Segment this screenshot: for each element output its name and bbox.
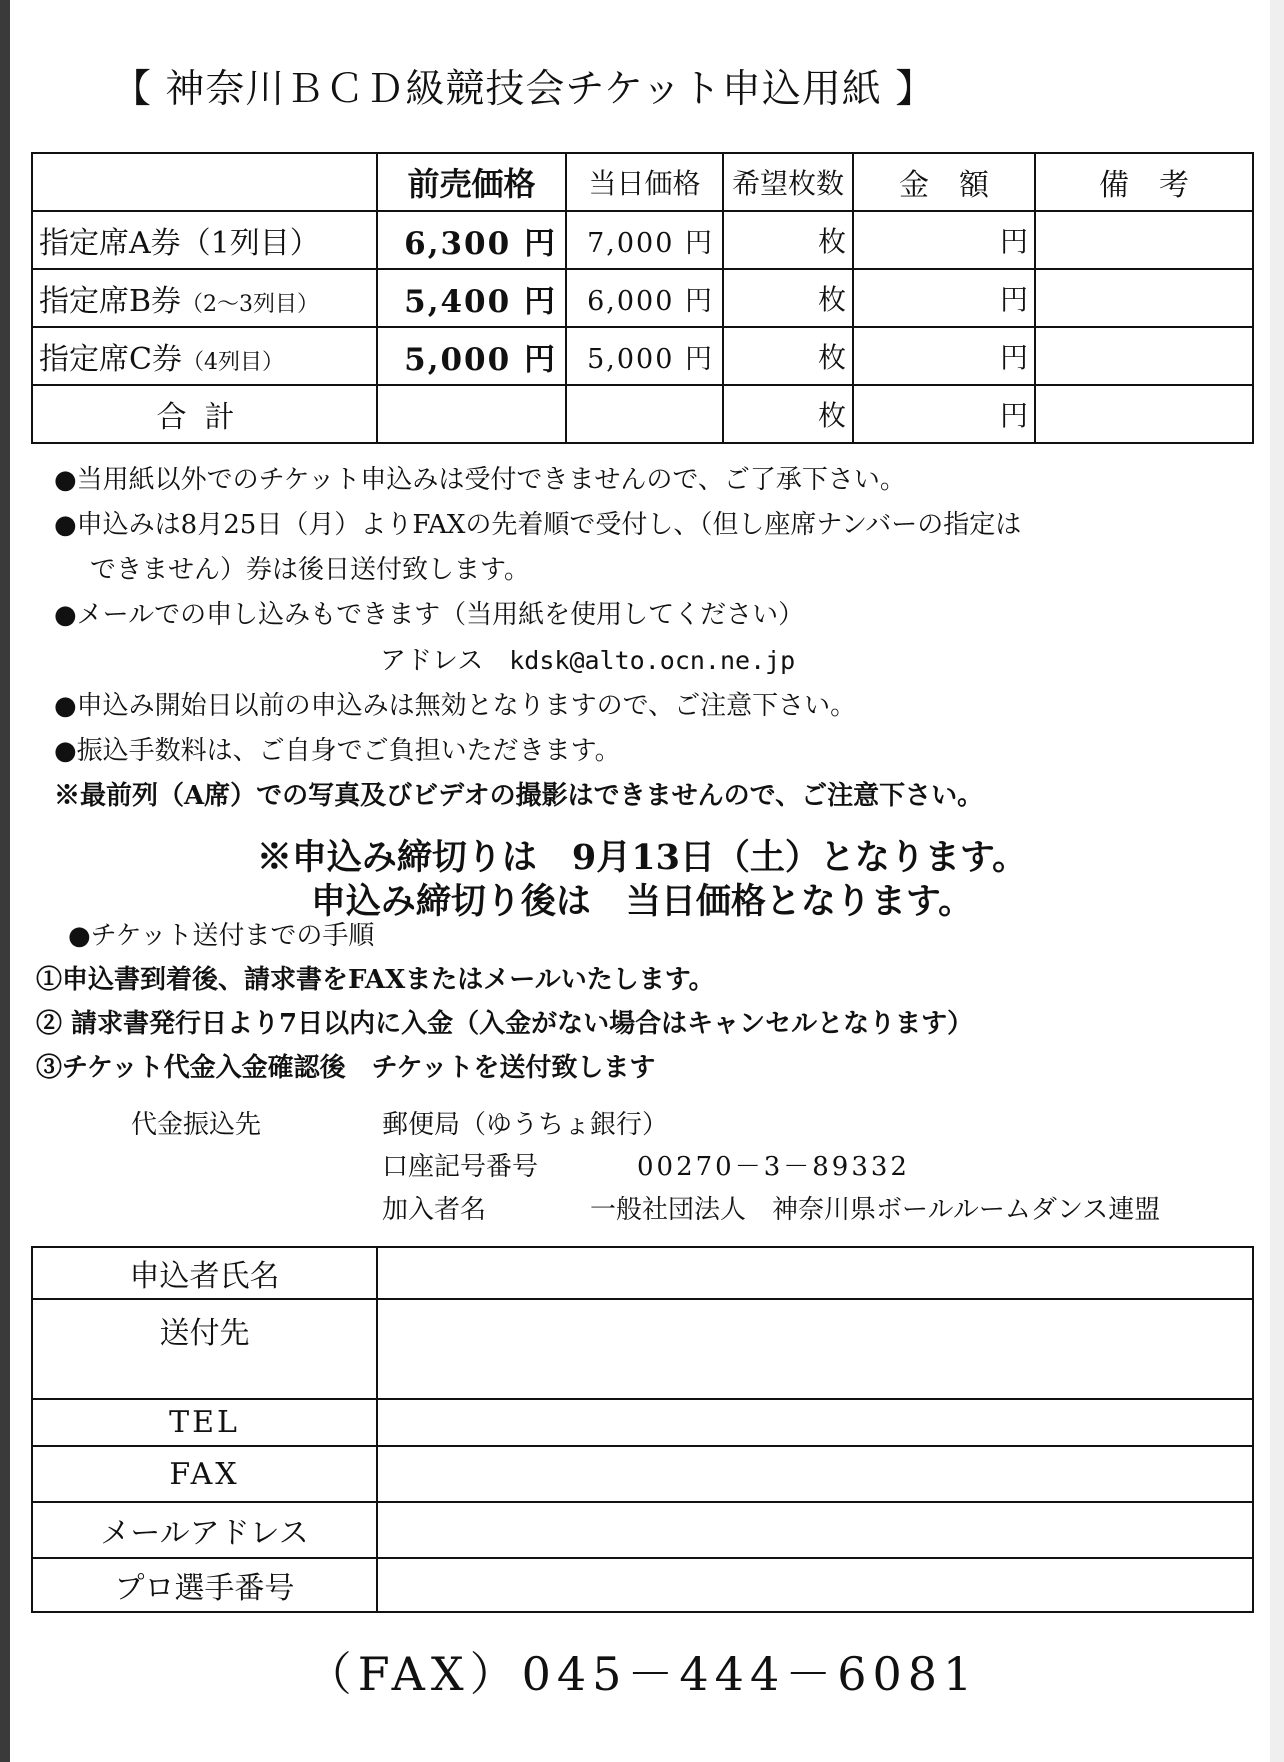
label-email: メールアドレス: [32, 1502, 377, 1558]
header-presale: 前売価格: [377, 153, 566, 211]
label-pro-number: プロ選手番号: [32, 1558, 377, 1612]
sameday-price: 5,000 円: [566, 327, 723, 385]
holder-name: 一般社団法人 神奈川県ボールルームダンス連盟: [590, 1195, 1161, 1225]
name-field[interactable]: [377, 1247, 1253, 1299]
presale-price: 5,400 円: [377, 269, 566, 327]
label-tel: TEL: [32, 1399, 377, 1446]
seat-label: 指定席C券: [39, 342, 182, 377]
total-presale: [377, 385, 566, 443]
header-note: 備 考: [1035, 153, 1253, 211]
note-item: ●メールでの申し込みもできます（当用紙を使用してください）: [54, 600, 805, 630]
row-label: [32, 211, 377, 269]
account-label: 口座記号番号: [382, 1152, 539, 1182]
total-sameday: [566, 385, 723, 443]
note-field[interactable]: [1035, 269, 1253, 327]
steps-heading: ●チケット送付までの手順: [68, 921, 375, 951]
address-field[interactable]: [377, 1299, 1253, 1399]
label-address: 送付先: [32, 1299, 377, 1399]
seat-label: 指定席B券: [39, 284, 182, 319]
note-item: できません）券は後日送付致します。: [90, 555, 530, 585]
form-row: [32, 1502, 1253, 1558]
address-label: アドレス: [380, 646, 484, 676]
note-item: ●当用紙以外でのチケット申込みは受付できませんので、ご了承下さい。: [54, 465, 906, 495]
header-amount: 金 額: [853, 153, 1035, 211]
step-item: ③チケット代金入金確認後 チケットを送付致します: [36, 1053, 656, 1083]
amount-field[interactable]: 円: [853, 269, 1035, 327]
applicant-form: [31, 1246, 1254, 1613]
email-address[interactable]: kdsk@alto.ocn.ne.jp: [509, 646, 796, 675]
sameday-price: 6,000 円: [566, 269, 723, 327]
holder-label: 加入者名: [382, 1195, 487, 1225]
notes-section: [54, 458, 1021, 819]
row-label: [32, 327, 377, 385]
seat-sub: （2〜3列目）: [181, 292, 320, 317]
label-name: 申込者氏名: [32, 1247, 377, 1299]
price-table-header: [32, 153, 1253, 211]
qty-field[interactable]: 枚: [723, 327, 853, 385]
qty-field[interactable]: 枚: [723, 269, 853, 327]
total-note: [1035, 385, 1253, 443]
note-field[interactable]: [1035, 327, 1253, 385]
price-table: [31, 152, 1254, 444]
header-blank: [32, 153, 377, 211]
presale-price: 5,000 円: [377, 327, 566, 385]
sameday-price: 7,000 円: [566, 211, 723, 269]
amount-field[interactable]: 円: [853, 327, 1035, 385]
seat-sub: （4列目）: [181, 350, 284, 375]
header-qty: 希望枚数: [723, 153, 853, 211]
table-row: [32, 211, 1253, 269]
form-row: [32, 1558, 1253, 1612]
seat-sub: （1列目）: [180, 226, 320, 261]
total-qty-field[interactable]: 枚: [723, 385, 853, 443]
note-item: ●振込手数料は、ご自身でご負担いただきます。: [54, 736, 621, 766]
email-field[interactable]: [377, 1502, 1253, 1558]
fax-field[interactable]: [377, 1446, 1253, 1502]
tel-field[interactable]: [377, 1399, 1253, 1446]
table-row: [32, 327, 1253, 385]
email-address-line: [54, 638, 1021, 684]
bank-name: 郵便局（ゆうちょ銀行）: [382, 1110, 669, 1140]
fax-number: （FAX）045－444－6081: [305, 1647, 979, 1701]
row-label: [32, 269, 377, 327]
deadline-line-1: ※申込み締切りは 9月13日（土）となります。: [256, 837, 1028, 878]
note-item: ●申込み開始日以前の申込みは無効となりますので、ご注意下さい。: [54, 691, 857, 721]
presale-price: 6,300 円: [377, 211, 566, 269]
form-row: [32, 1247, 1253, 1299]
seat-label: 指定席A券: [39, 226, 181, 261]
total-row: [32, 385, 1253, 443]
total-amount-field[interactable]: 円: [853, 385, 1035, 443]
note-field[interactable]: [1035, 211, 1253, 269]
table-row: [32, 269, 1253, 327]
label-fax: FAX: [32, 1446, 377, 1502]
form-row: [32, 1299, 1253, 1399]
step-item: ①申込書到着後、請求書をFAXまたはメールいたします。: [36, 965, 715, 995]
note-warning: ※最前列（A席）での写真及びビデオの撮影はできませんので、ご注意下さい。: [54, 781, 984, 811]
page-title: 【 神奈川ＢＣＤ級競技会チケット申込用紙 】: [112, 67, 936, 112]
amount-field[interactable]: 円: [853, 211, 1035, 269]
bank-label: 代金振込先: [131, 1110, 262, 1140]
account-number: 00270－3－89332: [637, 1152, 910, 1182]
steps-section: [36, 914, 973, 1090]
qty-field[interactable]: 枚: [723, 211, 853, 269]
header-sameday: 当日価格: [566, 153, 723, 211]
step-item: ② 請求書発行日より7日以内に入金（入金がない場合はキャンセルとなります）: [36, 1009, 974, 1039]
pro-number-field[interactable]: [377, 1558, 1253, 1612]
form-row: [32, 1399, 1253, 1446]
form-row: [32, 1446, 1253, 1502]
total-label: 合計: [32, 385, 377, 443]
note-item: ●申込みは8月25日（月）よりFAXの先着順で受付し、（但し座席ナンバーの指定は: [54, 510, 1022, 540]
deadline-line-2: 申込み締切り後は 当日価格となります。: [310, 881, 974, 922]
